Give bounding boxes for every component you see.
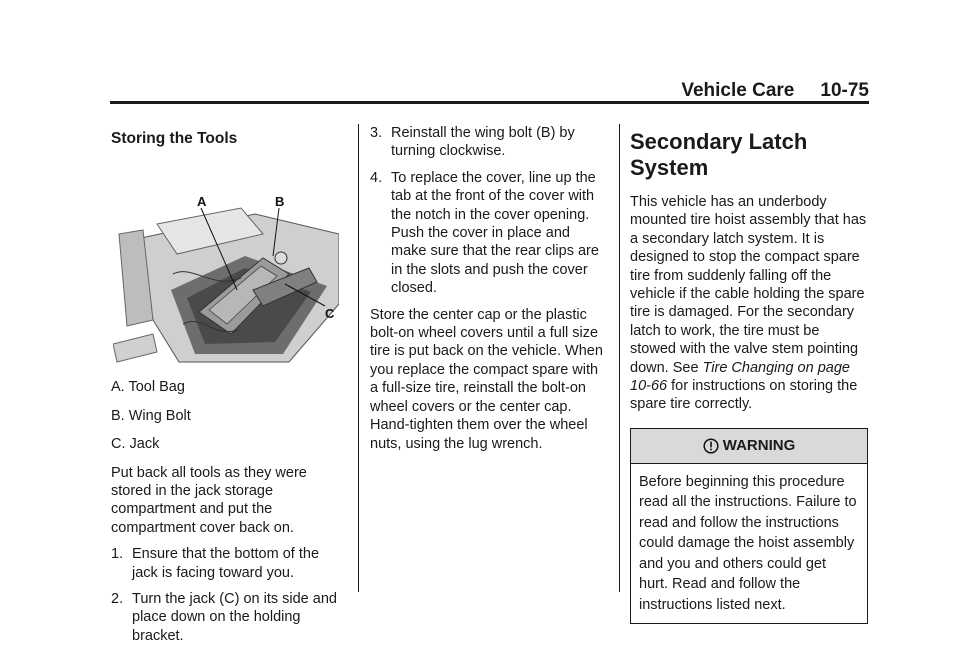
header-section: Vehicle Care bbox=[681, 80, 795, 101]
wheel-cover-paragraph: Store the center cap or the plastic bolt-on wheel covers until a full size tire is put back on the vehicle. When you replace the compact spare with a full-size tire, reinstall the bolt-on wheel covers or the center cap. Hand-tighten them over the wheel nuts, using the lug wrench. bbox=[370, 306, 603, 452]
jack-storage-illustration bbox=[113, 194, 339, 364]
warning-heading: WARNING bbox=[722, 436, 796, 454]
figure-legend bbox=[111, 378, 347, 453]
latch-paragraph bbox=[630, 193, 868, 414]
step-item bbox=[111, 590, 347, 645]
latch-paragraph-start: This vehicle has an underbody mounted tire hoist assembly that has a secondary latch system. It is designed to stop the compact spare tire from suddenly falling off the vehicle if the cable holding the spare tire is damaged. For the secondary latch to work, the tire must be stowed with the valve stem pointing down. See bbox=[630, 194, 867, 376]
header-page-number: 10-75 bbox=[820, 80, 869, 101]
left-column bbox=[111, 124, 347, 653]
step-item bbox=[111, 545, 347, 582]
step-text: Reinstall the wing bolt (B) by turning clockwise. bbox=[391, 125, 575, 160]
right-column bbox=[630, 124, 868, 624]
step-number: 4. bbox=[370, 169, 383, 186]
warning-box bbox=[630, 428, 868, 625]
step-item bbox=[370, 169, 608, 298]
page-header bbox=[110, 80, 869, 102]
figure-label-b: B bbox=[275, 194, 285, 210]
step-text: Turn the jack (C) on its side and place down on the holding bracket. bbox=[132, 591, 337, 644]
warning-circle-icon bbox=[703, 438, 719, 454]
intro-paragraph: Put back all tools as they were stored in the jack storage compartment and put the compartment cover back on. bbox=[111, 464, 307, 536]
step-number: 3. bbox=[370, 125, 383, 141]
middle-column bbox=[370, 124, 608, 461]
step-text: To replace the cover, line up the tab at the front of the cover with the notch in the cover opening. Push the cover in place and make sure that the rear clips are in the slots and push the cover closed. bbox=[391, 169, 599, 297]
legend-item: B. Wing Bolt bbox=[111, 407, 191, 424]
step-text: Ensure that the bottom of the jack is facing toward you. bbox=[132, 546, 320, 581]
column-divider bbox=[358, 124, 359, 592]
section-title-secondary-latch: Secondary Latch System bbox=[630, 129, 808, 180]
column-divider bbox=[619, 124, 620, 592]
latch-paragraph-end: for instructions on storing the spare tire correctly. bbox=[630, 378, 858, 413]
figure-label-c: C bbox=[325, 306, 335, 322]
cross-reference-link[interactable]: Tire Changing on page 10-66 bbox=[630, 359, 850, 395]
warning-header bbox=[631, 429, 867, 464]
header-rule bbox=[110, 101, 869, 104]
step-number: 1. bbox=[111, 546, 124, 563]
step-number: 2. bbox=[111, 591, 124, 608]
legend-item: A. Tool Bag bbox=[111, 379, 185, 396]
warning-body: Before beginning this procedure read all the instructions. Failure to read and follow the instructions could damage the hoist assembly and you and others could get hurt. Read and follow the instructions listed next. bbox=[639, 473, 857, 613]
legend-item: C. Jack bbox=[111, 436, 160, 453]
figure-label-a: A bbox=[197, 194, 207, 210]
step-item bbox=[370, 124, 608, 161]
section-title-storing-tools: Storing the Tools bbox=[111, 130, 238, 147]
